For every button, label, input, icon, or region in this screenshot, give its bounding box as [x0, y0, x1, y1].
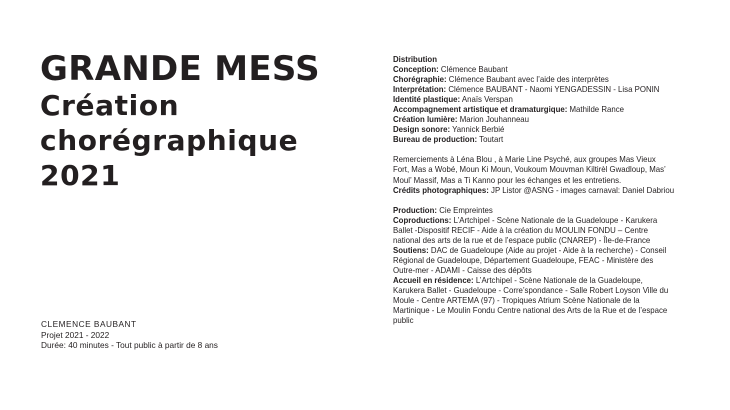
- credit-identite: Identité plastique: Anaïs Verspan: [393, 95, 513, 105]
- credit-bureau: Bureau de production: Toutart: [393, 135, 504, 145]
- project-period: Projet 2021 - 2022: [41, 329, 110, 340]
- duration-info: Durée: 40 minutes - Tout public à partir de 8 ans: [41, 340, 218, 350]
- title-block: [40, 50, 360, 193]
- production-paragraph: [393, 206, 713, 327]
- production-line: Production: Cie Empreintes: [393, 205, 493, 215]
- residence-line: Accueil en résidence: L’Artchipel - Scène Nationale de la Guadeloupe,: [393, 275, 643, 285]
- coproductions-line: Coproductions: L’Artchipel - Scène Nationale de la Guadeloupe - Karukera: [393, 215, 658, 225]
- credit-son: Design sonore: Yannick Berbié: [393, 125, 505, 135]
- coproductions-line: Ballet -Dispositif RECIF - Aide à la création du MOULIN FONDU – Centre: [393, 225, 649, 235]
- photo-credits: Crédits photographiques: JP Listor @ASNG - images carnaval: Daniel Dabriou: [393, 185, 675, 195]
- thanks-paragraph: [393, 155, 713, 195]
- thanks-line: Remerciements à Léna Blou , à Marie Line Psyché, aux groupes Mas Vieux: [393, 155, 656, 165]
- subtitle-line: Création: [40, 89, 180, 122]
- credit-lumiere: Création lumière: Marion Jouhanneau: [393, 115, 530, 125]
- thanks-line: Fort, Mas a Wobé, Moun Ki Moun, Voukoum Mouvman Kiltirèl Gwadloup, Mas’: [393, 165, 666, 175]
- subtitle-line: 2021: [40, 159, 121, 192]
- show-subtitle: [40, 88, 360, 193]
- residence-line: Karukera Ballet - Guadeloupe - Corre’spondance - Salle Robert Loyson Ville du: [393, 285, 669, 295]
- soutiens-line: Soutiens: DAC de Guadeloupe (Aide au projet - Aide à la recherche) - Conseil: [393, 245, 667, 255]
- distribution-heading: Distribution: [393, 55, 438, 64]
- soutiens-line: Régional de Guadeloupe, Département Guadeloupe, FEAC - Ministère des: [393, 255, 654, 265]
- coproductions-line: national des arts de la rue et de l’espace public (CNAREP) - Île-de-France: [393, 235, 651, 245]
- subtitle-line: chorégraphique: [40, 124, 299, 157]
- credit-choregraphie: Chorégraphie: Clémence Baubant avec l’aide des interprètes: [393, 75, 609, 85]
- credit-conception: Conception: Clémence Baubant: [393, 65, 508, 75]
- residence-line: public: [393, 316, 414, 326]
- credit-interpretation: Interprétation: Clémence BAUBANT - Naomi YENGADESSIN - Lisa PONIN: [393, 85, 660, 95]
- artist-name: CLEMENCE BAUBANT: [41, 319, 137, 329]
- show-title: GRANDE MESS: [40, 49, 320, 89]
- credits-column: [393, 55, 713, 326]
- thanks-line: Moul’ Massif, Mas a Ti Kanno pour les échanges et les entretiens.: [393, 175, 622, 185]
- residence-line: Martinique - Le Moulin Fondu Centre national des Arts de la Rue et de l’espace: [393, 306, 668, 316]
- project-info: [41, 319, 218, 351]
- soutiens-line: Outre-mer - ADAMI - Caisse des dépôts: [393, 265, 532, 275]
- credit-accompagnement: Accompagnement artistique et dramaturgique: Mathilde Rance: [393, 105, 625, 115]
- residence-line: Moule - Centre ARTEMA (97) - Tropiques Atrium Scène Nationale de la: [393, 296, 640, 306]
